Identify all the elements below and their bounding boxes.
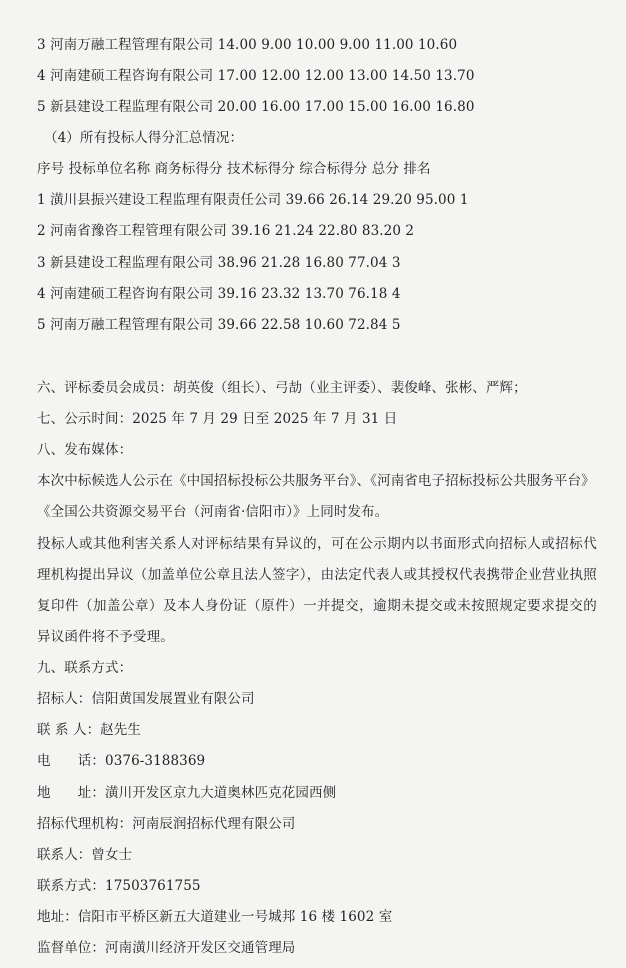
contact-heading: 九、联系方式：: [37, 660, 133, 676]
summary-row-2: 2 河南省豫咨工程管理有限公司 39.16 21.24 22.80 83.20 2: [37, 223, 415, 239]
score-row-jianshuo: 4 河南建硕工程咨询有限公司 17.00 12.00 12.00 13.00 14.50 13.70: [37, 68, 475, 84]
summary-row-4: 4 河南建硕工程咨询有限公司 39.16 23.32 13.70 76.18 4: [37, 286, 401, 302]
score-row-wanrong: 3 河南万融工程管理有限公司 14.00 9.00 10.00 9.00 11.00 10.60: [37, 37, 458, 53]
committee-members: 六、评标委员会成员：胡英俊（组长）、弓劼（业主评委）、裴俊峰、张彬、严辉；: [37, 380, 527, 396]
score-row-xinxian: 5 新县建设工程监理有限公司 20.00 16.00 17.00 15.00 16.00 16.80: [37, 99, 475, 115]
objection-paragraph: 投标人或其他利害关系人对评标结果有异议的，可在公示期内以书面形式向招标人或招标代理机构提出异议（加盖单位公章且法人签字），由法定代表人或其授权代表携带企业营业执照复印件（加盖公章）及本人身份证（原件）一并提交，逾期未提交或未按照规定要求提交的异议函件将不予受理。: [37, 536, 597, 645]
publicity-period: 七、公示时间：2025 年 7 月 29 日至 2025 年 7 月 31 日: [37, 411, 398, 427]
summary-header-row: 序号 投标单位名称 商务标得分 技术标得分 综合标得分 总分 排名: [37, 161, 431, 177]
summary-row-3: 3 新县建设工程监理有限公司 38.96 21.28 16.80 77.04 3: [37, 255, 401, 271]
agency-phone: 联系方式：17503761755: [37, 878, 201, 894]
tenderer-address: 地 址：潢川开发区京九大道奥林匹克花园西侧: [37, 785, 337, 801]
tenderer-contact: 联 系 人：赵先生: [37, 722, 141, 738]
agency-address: 地址：信阳市平桥区新五大道建业一号城邦 16 楼 1602 室: [37, 909, 393, 925]
media-line-1: 本次中标候选人公示在《中国招标投标公共服务平台》、《河南省电子招标投标公共服务平台》: [37, 473, 595, 489]
summary-row-1: 1 潢川县振兴建设工程监理有限责任公司 39.66 26.14 29.20 95.00 1: [37, 192, 469, 208]
agency-contact: 联系人：曾女士: [37, 847, 133, 863]
media-line-2: 《全国公共资源交易平台（河南省·信阳市）》上同时发布。: [37, 504, 389, 520]
media-heading: 八、发布媒体：: [37, 442, 133, 458]
tenderer-phone: 电 话：0376-3188369: [37, 753, 206, 769]
tenderer-name: 招标人：信阳黄国发展置业有限公司: [37, 691, 255, 707]
summary-row-5: 5 河南万融工程管理有限公司 39.66 22.58 10.60 72.84 5: [37, 317, 401, 333]
agency-name: 招标代理机构：河南辰润招标代理有限公司: [37, 816, 296, 832]
summary-heading: （4）所有投标人得分汇总情况：: [44, 130, 244, 146]
supervisor-unit: 监督单位：河南潢川经济开发区交通管理局: [37, 940, 296, 956]
